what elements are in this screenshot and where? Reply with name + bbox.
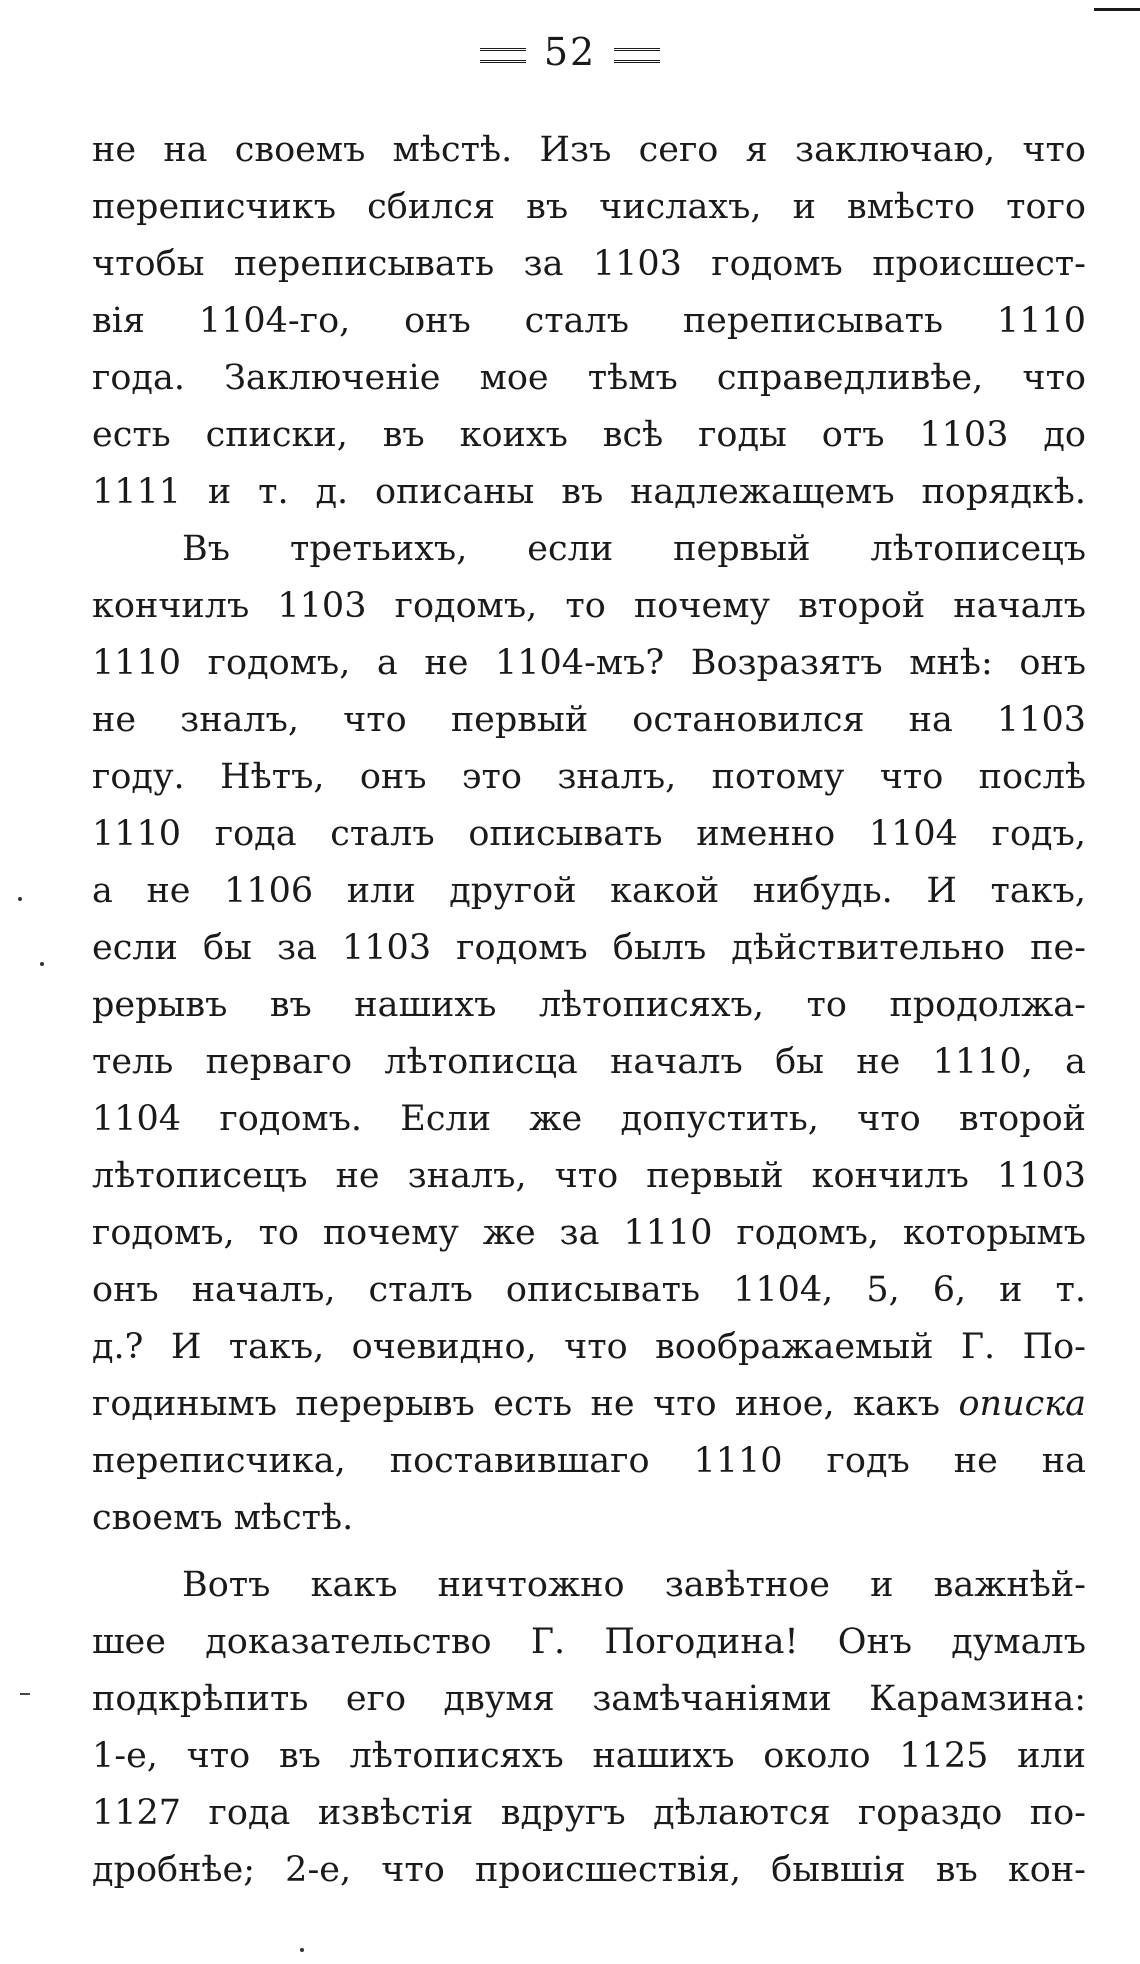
body-text [92,122,1086,1899]
text-line: Въ третьихъ, если первый лѣтописецъ [182,529,1086,569]
header-rule-left [480,48,526,63]
text-line: лѣтописецъ не зналъ, что первый кончилъ 1103 [92,1156,1086,1196]
text-line: тель перваго лѣтописца началъ бы не 1110, а [92,1042,1086,1082]
paragraph-1 [92,122,1086,521]
text-line: 1110 года сталъ описывать именно 1104 годъ, [92,814,1086,854]
text-line: есть списки, въ коихъ всѣ годы отъ 1103 до [92,415,1086,455]
text-line: шее доказательство Г. Погодина! Онъ думалъ [92,1622,1086,1662]
text-line-with-italic [92,1376,1086,1433]
line-text: годинымъ перерывъ есть не что иное, какъ [92,1384,940,1424]
text-line: 1104 годомъ. Если же допустить, что второй [92,1099,1086,1139]
paragraph-3 [92,1557,1086,1899]
text-line: годомъ, то почему же за 1110 годомъ, которымъ [92,1213,1086,1253]
text-line: д.? И такъ, очевидно, что воображаемый Г. По- [92,1327,1086,1367]
page-header [0,28,1140,76]
header-rule-right [614,48,660,63]
text-line: если бы за 1103 годомъ былъ дѣйствительно пе- [92,928,1086,968]
italic-word: описка [958,1384,1086,1424]
paragraph-spacer [92,1547,1086,1557]
text-line: онъ началъ, сталъ описывать 1104, 5, 6, и т. [92,1270,1086,1310]
text-line: не на своемъ мѣстѣ. Изъ сего я заключаю, что [92,130,1086,170]
text-line: чтобы переписывать за 1103 годомъ происшест- [92,244,1086,284]
text-line: 1-е, что въ лѣтописяхъ нашихъ около 1125 или [92,1736,1086,1776]
text-line: своемъ мѣстѣ. [92,1498,354,1538]
page-number: 52 [543,30,597,74]
text-line: вія 1104-го, онъ сталъ переписывать 1110 [92,301,1086,341]
text-line: дробнѣе; 2-е, что происшествія, бывшія въ кон- [92,1850,1086,1890]
text-line: 1111 и т. д. описаны въ надлежащемъ порядкѣ. [92,472,1086,512]
text-line: переписчикъ сбился въ числахъ, и вмѣсто того [92,187,1086,227]
text-line: кончилъ 1103 годомъ, то почему второй началъ [92,586,1086,626]
margin-speck [18,897,22,901]
margin-speck [40,962,44,966]
margin-dash [20,1693,30,1695]
text-line: не зналъ, что первый остановился на 1103 [92,700,1086,740]
text-line: рерывъ въ нашихъ лѣтописяхъ, то продолжа- [92,985,1086,1025]
text-line: года. Заключеніе мое тѣмъ справедливѣе, что [92,358,1086,398]
margin-speck [300,1948,304,1952]
text-line: подкрѣпить его двумя замѣчаніями Карамзина: [92,1679,1086,1719]
text-line: 1110 годомъ, а не 1104-мъ? Возразятъ мнѣ: онъ [92,643,1086,683]
text-line: Вотъ какъ ничтожно завѣтное и важнѣй- [182,1565,1086,1605]
text-line: переписчика, поставившаго 1110 годъ не на [92,1441,1086,1481]
paragraph-2 [92,521,1086,1547]
text-line: а не 1106 или другой какой нибудь. И такъ, [92,871,1086,911]
corner-rule [1094,0,1140,11]
text-line: году. Нѣтъ, онъ это зналъ, потому что послѣ [92,757,1086,797]
text-line: 1127 года извѣстія вдругъ дѣлаются гораздо по- [92,1793,1086,1833]
